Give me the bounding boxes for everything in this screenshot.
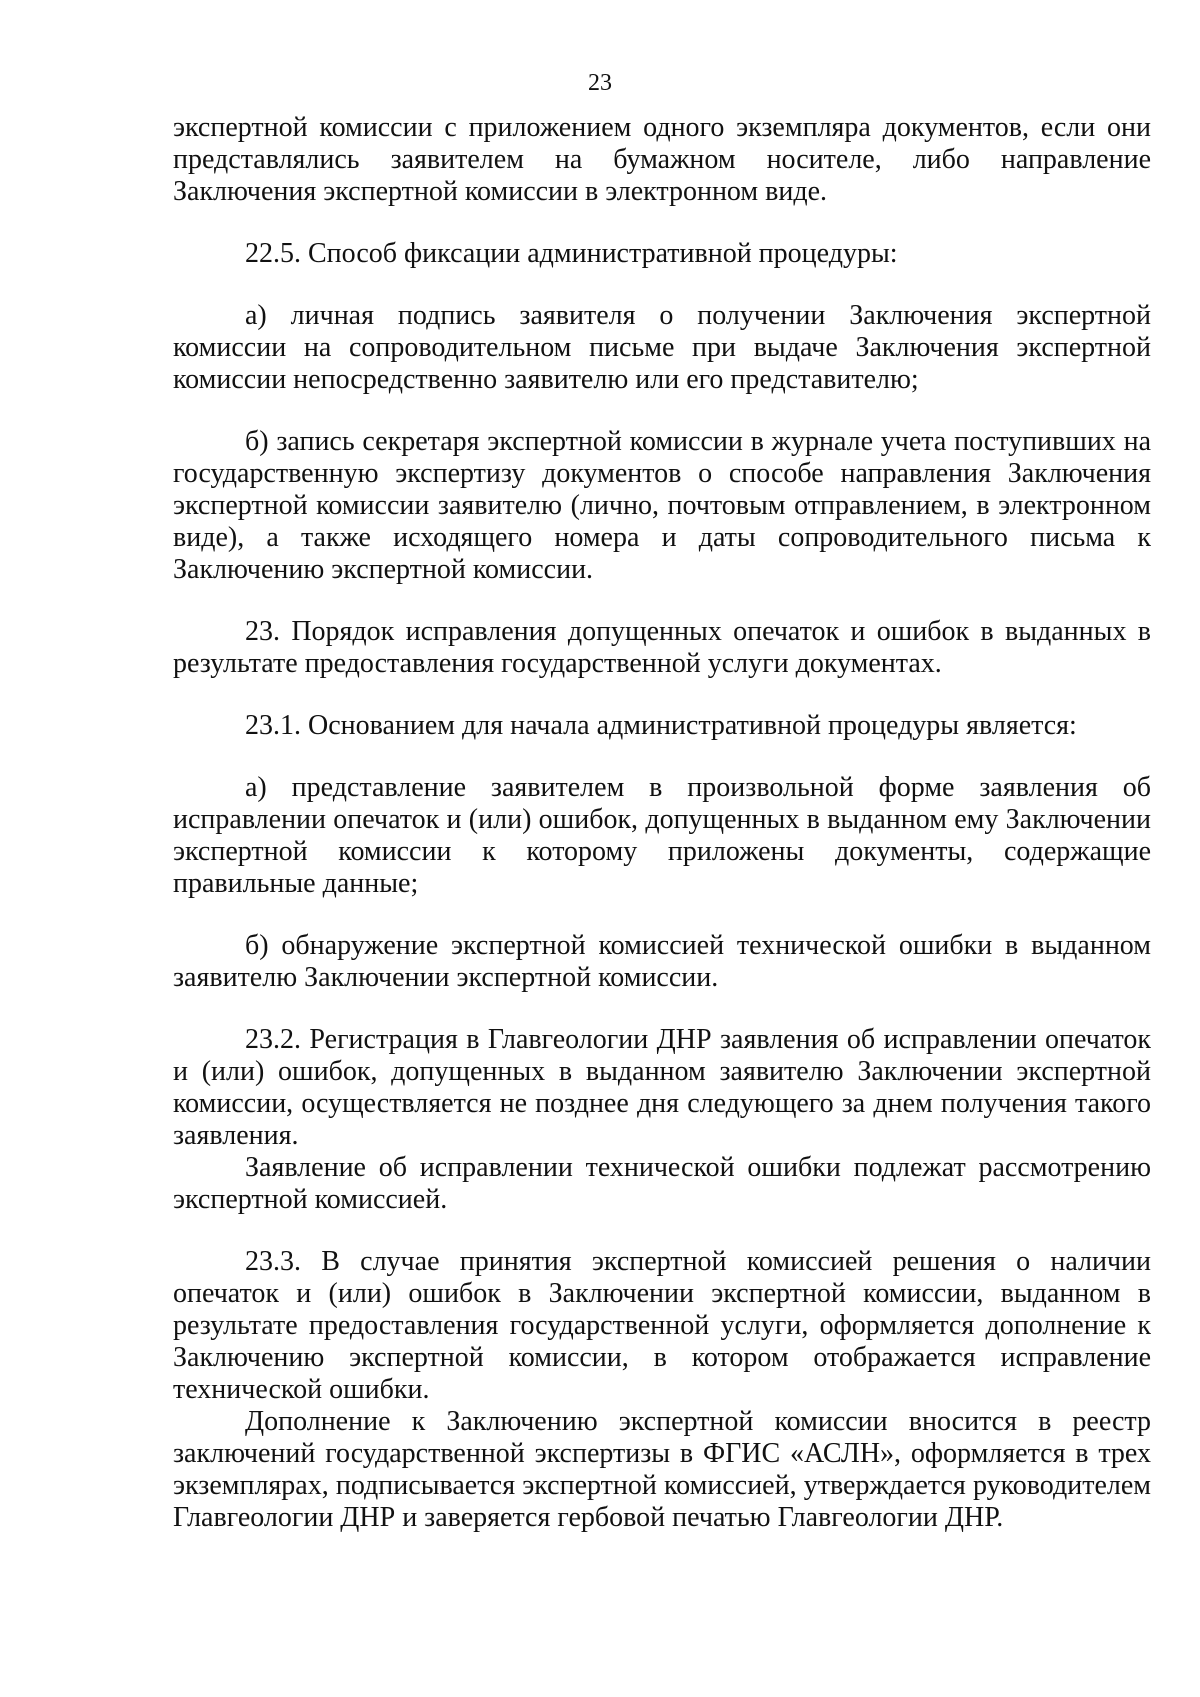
paragraph-23-1-b: б) обнаружение экспертной комиссией технической ошибки в выданном заявителю Заключении экспертной комиссии.: [173, 930, 1151, 993]
paragraph-22-5-a: а) личная подпись заявителя о получении Заключения экспертной комиссии на сопроводительном письме при выдаче Заключения экспертной комиссии непосредственно заявителю или его представителю;: [173, 300, 1151, 395]
paragraph-continuation: экспертной комиссии с приложением одного экземпляра документов, если они представлялись заявителем на бумажном носителе, либо направление Заключения экспертной комиссии в электронном виде.: [173, 112, 1151, 207]
document-body: [173, 112, 1151, 1534]
page-number: 23: [588, 70, 612, 96]
paragraph-23: 23. Порядок исправления допущенных опечаток и ошибок в выданных в результате предоставления государственной услуги документах.: [173, 616, 1151, 679]
paragraph-23-1: 23.1. Основанием для начала административной процедуры является:: [245, 710, 1077, 741]
paragraph-22-5-b: б) запись секретаря экспертной комиссии в журнале учета поступивших на государственную экспертизу документов о способе направления Заключения экспертной комиссии заявителю (лично, почтовым отправлением, в электронном виде), а также исходящего номера и даты сопроводительного письма к Заключению экспертной комиссии.: [173, 426, 1151, 585]
paragraph-23-2-note: Заявление об исправлении технической ошибки подлежат рассмотрению экспертной комиссией.: [173, 1152, 1151, 1215]
paragraph-22-5: 22.5. Способ фиксации административной процедуры:: [245, 238, 898, 269]
paragraph-23-2: 23.2. Регистрация в Главгеологии ДНР заявления об исправлении опечаток и (или) ошибок, допущенных в выданном заявителю Заключении экспертной комиссии, осуществляется не позднее дня следующего за днем получения такого заявления.: [173, 1024, 1151, 1151]
paragraph-23-3: 23.3. В случае принятия экспертной комиссией решения о наличии опечаток и (или) ошибок в Заключении экспертной комиссии, выданном в результате предоставления государственной услуги, оформляется дополнение к Заключению экспертной комиссии, в котором отображается исправление технической ошибки.: [173, 1246, 1151, 1405]
paragraph-23-1-a: а) представление заявителем в произвольной форме заявления об исправлении опечаток и (или) ошибок, допущенных в выданном ему Заключении экспертной комиссии к которому приложены документы, содержащие правильные данные;: [173, 772, 1151, 899]
paragraph-23-3-addendum: Дополнение к Заключению экспертной комиссии вносится в реестр заключений государственной экспертизы в ФГИС «АСЛН», оформляется в трех экземплярах, подписывается экспертной комиссией, утверждается руководителем Главгеологии ДНР и заверяется гербовой печатью Главгеологии ДНР.: [173, 1406, 1151, 1533]
